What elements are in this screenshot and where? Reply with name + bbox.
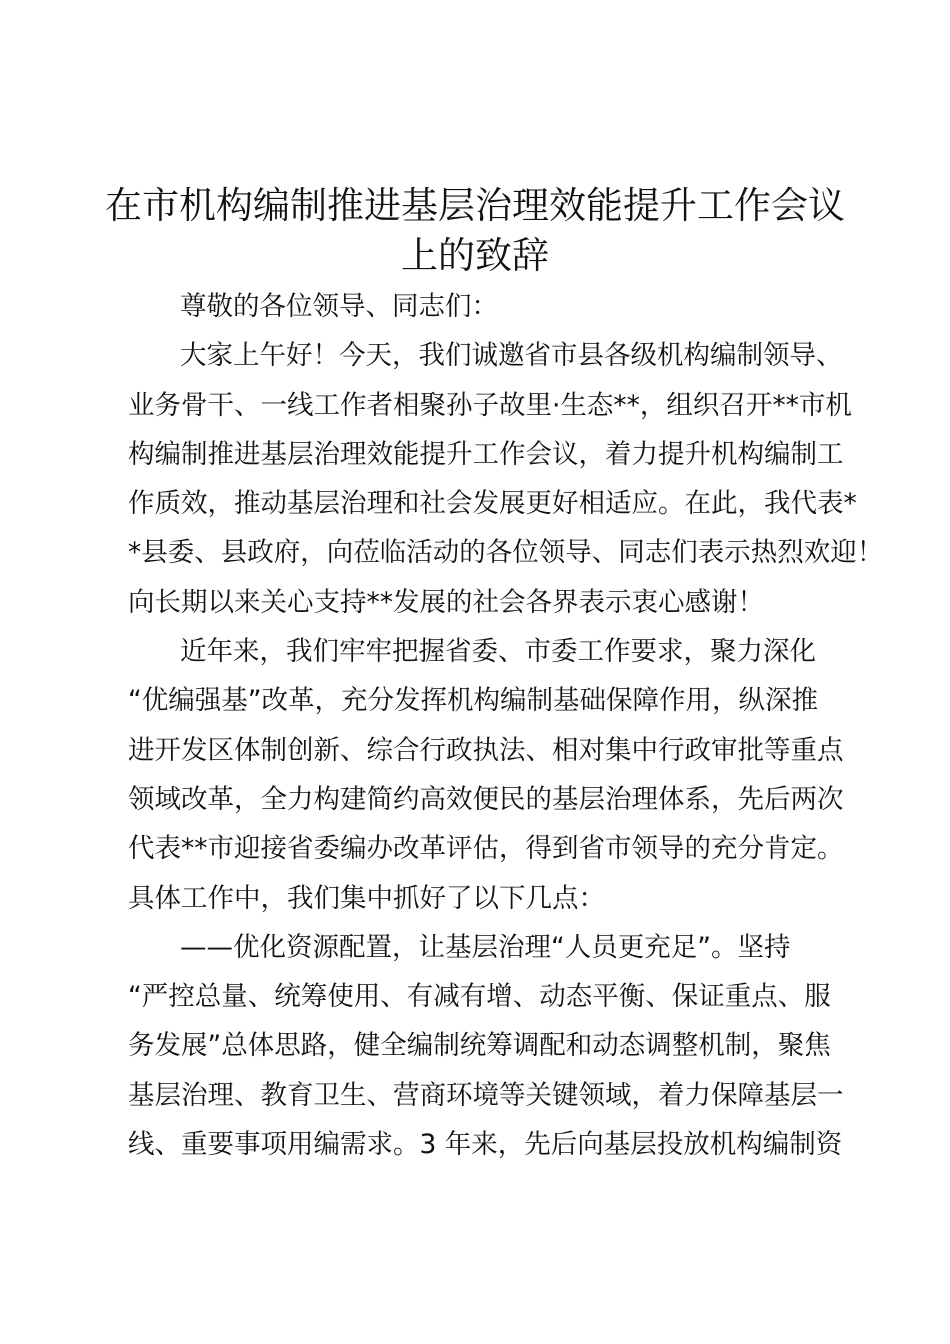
- document-title-line-1: 在市机构编制推进基层治理效能提升工作会议: [105, 184, 845, 227]
- paragraph-line: *县委、县政府，向莅临活动的各位领导、同志们表示热烈欢迎！: [128, 537, 884, 569]
- paragraph-line: 具体工作中，我们集中抓好了以下几点：: [128, 882, 605, 914]
- paragraph-line: 向长期以来关心支持**发展的社会各界表示衷心感谢！: [128, 586, 764, 618]
- document-title-line-2: 上的致辞: [401, 234, 549, 277]
- paragraph-line: 基层治理、教育卫生、营商环境等关键领域，着力保障基层一: [128, 1079, 844, 1111]
- paragraph-line: 务发展”总体思路，健全编制统筹调配和动态调整机制，聚焦: [128, 1030, 831, 1062]
- paragraph-line: 作质效，推动基层治理和社会发展更好相适应。在此，我代表*: [128, 488, 857, 520]
- paragraph-line: ——优化资源配置，让基层治理“人员更充足”。坚持: [180, 931, 791, 963]
- paragraph-line: 代表**市迎接省委编办改革评估，得到省市领导的充分肯定。: [128, 833, 844, 865]
- paragraph-line: 大家上午好！今天，我们诚邀省市县各级机构编制领导、: [180, 340, 843, 372]
- paragraph-line: 进开发区体制创新、综合行政执法、相对集中行政审批等重点: [128, 734, 844, 766]
- paragraph-line: 领域改革，全力构建简约高效便民的基层治理体系，先后两次: [128, 783, 844, 815]
- paragraph-line: 线、重要事项用编需求。3 年来，先后向基层投放机构编制资: [128, 1129, 843, 1161]
- document-body: [128, 282, 884, 1169]
- paragraph-line: “严控总量、统筹使用、有减有增、动态平衡、保证重点、服: [128, 981, 831, 1013]
- paragraph-line: 业务骨干、一线工作者相聚孙子故里·生态**，组织召开**市机: [128, 389, 852, 421]
- paragraph-line: 近年来，我们牢牢把握省委、市委工作要求，聚力深化: [180, 636, 816, 668]
- salutation: 尊敬的各位领导、同志们：: [180, 291, 498, 322]
- paragraph-line: 构编制推进基层治理效能提升工作会议，着力提升机构编制工: [128, 438, 844, 470]
- paragraph-line: “优编强基”改革，充分发挥机构编制基础保障作用，纵深推: [128, 685, 818, 717]
